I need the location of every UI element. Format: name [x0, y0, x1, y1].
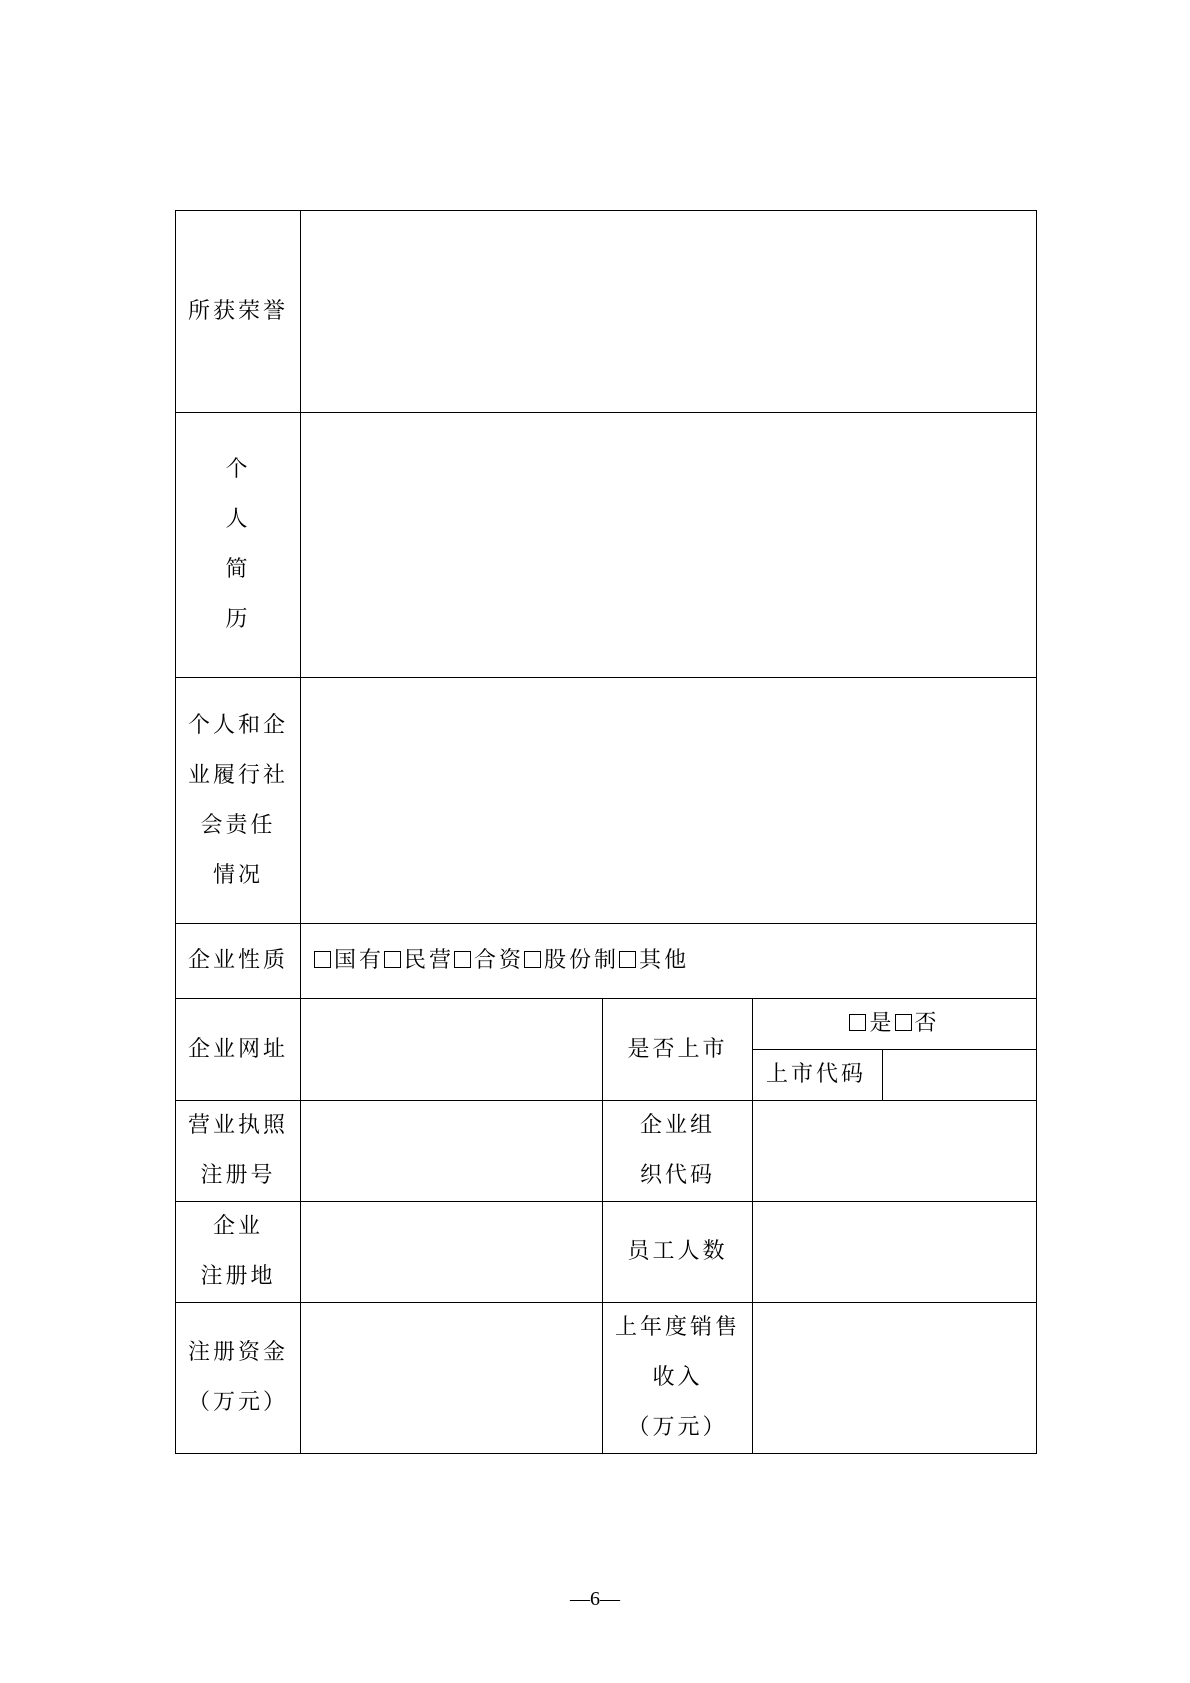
reg-capital-label-line-1: 注册资金	[187, 1340, 288, 1365]
stock-code-label: 上市代码	[753, 1050, 883, 1101]
ownership-label: 企业性质	[176, 924, 301, 999]
listed-option-yes[interactable]: 是	[849, 1011, 894, 1036]
listed-label: 是否上市	[603, 999, 753, 1101]
license-label-line-1: 营业执照	[187, 1113, 288, 1138]
csr-label-line-2: 业履行社	[187, 762, 288, 788]
ownership-option-private[interactable]: 民营	[384, 948, 454, 973]
ownership-option-shareholding[interactable]: 股份制	[524, 948, 619, 973]
reg-place-label-line-1: 企业	[212, 1214, 263, 1239]
reg-place-label-line-2: 注册地	[200, 1264, 276, 1289]
revenue-label-line-3: （万元）	[627, 1415, 728, 1440]
checkbox-icon	[895, 1014, 912, 1031]
listed-options	[753, 999, 1037, 1050]
ownership-option-state[interactable]: 国有	[314, 948, 384, 973]
reg-capital-label	[176, 1303, 301, 1454]
registration-form-table	[175, 210, 1037, 1454]
employees-field[interactable]	[753, 1202, 1037, 1303]
revenue-label-line-1: 上年度销售	[614, 1315, 740, 1340]
page-number: —6—	[570, 1588, 620, 1610]
revenue-field[interactable]	[753, 1303, 1037, 1454]
reg-capital-field[interactable]	[301, 1303, 603, 1454]
license-label	[176, 1101, 301, 1202]
stock-code-field[interactable]	[883, 1050, 1037, 1101]
ownership-option-other[interactable]: 其他	[619, 948, 689, 973]
csr-label-line-3: 会责任	[200, 812, 276, 838]
ownership-option-jv[interactable]: 合资	[454, 948, 524, 973]
checkbox-icon	[524, 951, 541, 968]
org-code-field[interactable]	[753, 1101, 1037, 1202]
revenue-label-line-2: 收入	[652, 1365, 703, 1390]
website-label: 企业网址	[176, 999, 301, 1101]
reg-place-field[interactable]	[301, 1202, 603, 1303]
resume-field[interactable]	[301, 413, 1037, 678]
csr-field[interactable]	[301, 678, 1037, 924]
resume-label	[176, 413, 301, 678]
checkbox-icon	[849, 1014, 866, 1031]
checkbox-icon	[454, 951, 471, 968]
honors-field[interactable]	[301, 211, 1037, 413]
csr-label-line-1: 个人和企	[187, 712, 288, 738]
reg-capital-label-line-2: （万元）	[187, 1390, 288, 1415]
org-code-label-line-1: 企业组	[639, 1113, 715, 1138]
resume-label-char-2: 人	[225, 507, 251, 532]
listed-option-no[interactable]: 否	[895, 1011, 940, 1036]
website-field[interactable]	[301, 999, 603, 1101]
org-code-label	[603, 1101, 753, 1202]
checkbox-icon	[384, 951, 401, 968]
license-label-line-2: 注册号	[200, 1163, 276, 1188]
reg-place-label	[176, 1202, 301, 1303]
resume-label-char-3: 简	[225, 557, 251, 582]
csr-label	[176, 678, 301, 924]
resume-label-char-1: 个	[225, 457, 251, 482]
resume-label-char-4: 历	[225, 607, 251, 632]
checkbox-icon	[619, 951, 636, 968]
ownership-options	[301, 924, 1037, 999]
license-field[interactable]	[301, 1101, 603, 1202]
checkbox-icon	[314, 951, 331, 968]
csr-label-line-4: 情况	[212, 862, 263, 888]
org-code-label-line-2: 织代码	[639, 1163, 715, 1188]
revenue-label	[603, 1303, 753, 1454]
honors-label: 所获荣誉	[176, 211, 301, 413]
employees-label: 员工人数	[603, 1202, 753, 1303]
